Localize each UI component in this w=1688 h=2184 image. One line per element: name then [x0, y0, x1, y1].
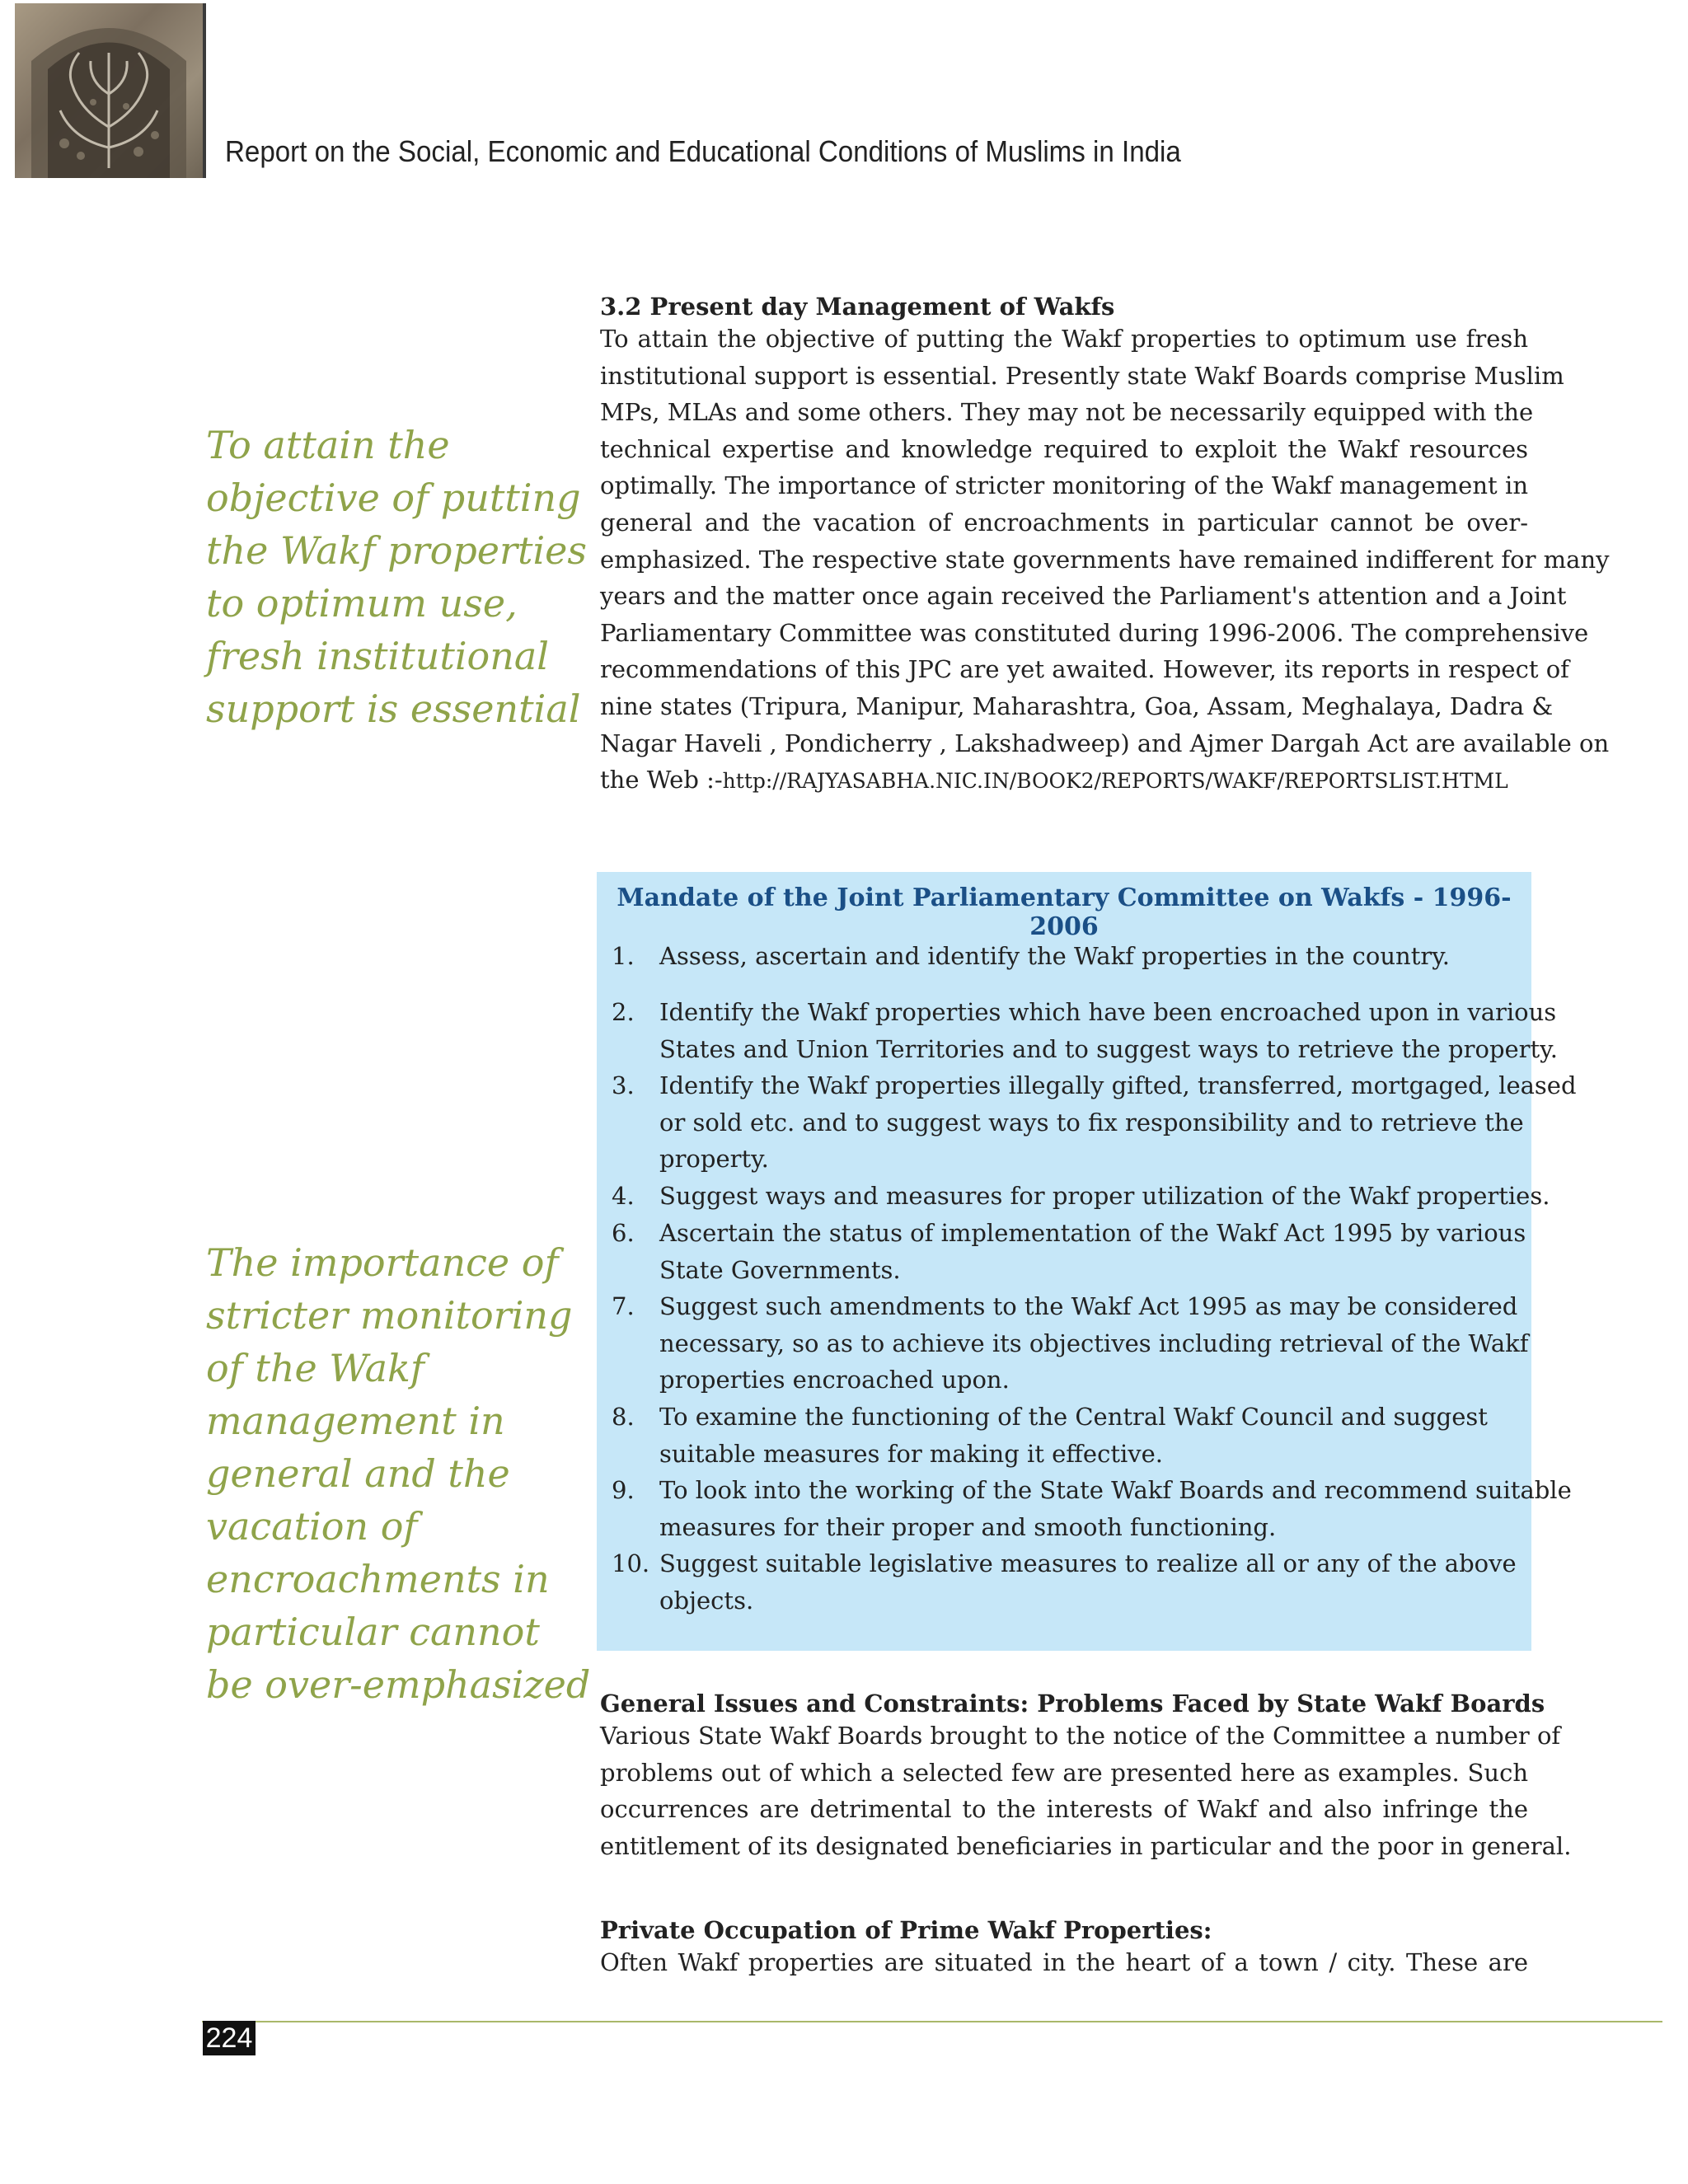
- item-line: Suggest ways and measures for proper utilization of the Wakf properties.: [659, 1182, 1550, 1210]
- item-line: Suggest such amendments to the Wakf Act 1995 as may be considered: [659, 1292, 1518, 1320]
- item-line: States and Union Territories and to suggest ways to retrieve the property.: [659, 1034, 1558, 1063]
- section-heading: General Issues and Constraints: Problems Faced by State Wakf Boards: [600, 1690, 1545, 1718]
- paragraph-line: emphasized. The respective state governments have remained indifferent for many: [600, 545, 1610, 574]
- report-title: Report on the Social, Economic and Educational Conditions of Muslims in India: [225, 134, 1181, 168]
- pullquote-line: management in: [206, 1399, 505, 1443]
- box-title: Mandate of the Joint Parliamentary Committee on Wakfs - 1996-2006: [617, 883, 1512, 941]
- pullquote-line: stricter monitoring: [206, 1293, 573, 1338]
- item-line: property.: [659, 1145, 769, 1174]
- item-line: To examine the functioning of the Central Wakf Council and suggest: [659, 1403, 1488, 1431]
- item-number: 1.: [612, 942, 635, 970]
- paragraph-line: [600, 762, 1528, 800]
- pullquote-stricter-monitoring: [206, 1236, 590, 1711]
- pullquote-line: be over-emphasized: [206, 1662, 591, 1707]
- pullquote-line: to optimum use,: [206, 581, 518, 626]
- item-number: 4.: [612, 1182, 635, 1210]
- item-line: To look into the working of the State Wakf Boards and recommend suitable: [659, 1476, 1572, 1504]
- section-present-day-management: [600, 293, 1610, 800]
- item-number: 3.: [612, 1071, 635, 1099]
- pullquote-line: objective of putting: [206, 476, 581, 520]
- page-number: 224: [203, 2021, 256, 2055]
- paragraph-line: general and the vacation of encroachments in particular cannot be over-: [600, 508, 1528, 537]
- item-line: Suggest suitable legislative measures to realize all or any of the above: [659, 1549, 1517, 1577]
- pullquote-line: To attain the: [206, 423, 450, 467]
- pullquote-line: particular cannot: [206, 1610, 540, 1654]
- section-private-occupation: [600, 1916, 1528, 1981]
- reports-url-link[interactable]: http://RAJYASABHA.NIC.IN/BOOK2/REPORTS/WAKF/REPORTSLIST.HTML: [722, 769, 1508, 794]
- item-number: 6.: [612, 1219, 635, 1247]
- item-number: 2.: [612, 998, 635, 1026]
- paragraph-line: problems out of which a selected few are presented here as examples. Such: [600, 1758, 1528, 1787]
- item-line: properties encroached upon.: [659, 1366, 1010, 1394]
- pullquote-line: support is essential: [206, 687, 581, 731]
- paragraph-line: MPs, MLAs and some others. They may not be necessarily equipped with the: [600, 398, 1534, 427]
- pullquote-line: the Wakf properties: [206, 528, 587, 573]
- paragraph-line: occurrences are detrimental to the interests of Wakf and also infringe the: [600, 1795, 1528, 1824]
- section-paragraph: [600, 1944, 1528, 1981]
- paragraph-line: technical expertise and knowledge required to exploit the Wakf resources: [600, 434, 1528, 463]
- item-line: State Governments.: [659, 1255, 901, 1284]
- section-general-issues: [600, 1690, 1572, 1864]
- pullquote-line: general and the: [206, 1451, 510, 1496]
- paragraph-line: Parliamentary Committee was constituted during 1996-2006. The comprehensive: [600, 618, 1589, 647]
- paragraph-line: Nagar Haveli , Pondicherry , Lakshadweep) and Ajmer Dargah Act are available on: [600, 729, 1610, 757]
- pullquote-line: encroachments in: [206, 1557, 550, 1601]
- item-number: 8.: [612, 1403, 635, 1431]
- section-paragraph: [600, 321, 1610, 800]
- paragraph-line: optimally. The importance of stricter monitoring of the Wakf management in: [600, 471, 1528, 500]
- item-line: Assess, ascertain and identify the Wakf properties in the country.: [659, 942, 1450, 970]
- footer-rule: [202, 2021, 1662, 2022]
- pullquote-line: vacation of: [206, 1504, 418, 1549]
- jpc-mandate-box: [597, 872, 1577, 1651]
- item-line: measures for their proper and smooth functioning.: [659, 1512, 1277, 1541]
- pullquote-line: of the Wakf: [206, 1346, 424, 1390]
- pullquote-line: fresh institutional: [206, 634, 549, 678]
- item-number: 9.: [612, 1476, 635, 1504]
- item-line: or sold etc. and to suggest ways to fix responsibility and to retrieve the: [659, 1108, 1524, 1137]
- paragraph-line: To attain the objective of putting the Wakf properties to optimum use fresh: [600, 325, 1528, 353]
- item-number: 10.: [612, 1549, 650, 1577]
- paragraph-line: Various State Wakf Boards brought to the notice of the Committee a number of: [600, 1722, 1561, 1750]
- pullquote-line: The importance of: [206, 1240, 559, 1285]
- paragraph-line: institutional support is essential. Presently state Wakf Boards comprise Muslim: [600, 361, 1564, 390]
- web-label: the Web :-: [600, 766, 723, 794]
- item-line: suitable measures for making it effective.: [659, 1439, 1164, 1468]
- carved-stone-lattice-window-image: [15, 3, 206, 178]
- item-line: objects.: [659, 1586, 754, 1615]
- section-heading: Private Occupation of Prime Wakf Properties:: [600, 1916, 1212, 1944]
- item-line: Ascertain the status of implementation of the Wakf Act 1995 by various: [659, 1219, 1526, 1247]
- item-line: necessary, so as to achieve its objectives including retrieval of the Wakf: [659, 1329, 1529, 1357]
- paragraph-line: Often Wakf properties are situated in the heart of a town / city. These are: [600, 1948, 1528, 1976]
- paragraph-line: entitlement of its designated beneficiaries in particular and the poor in general.: [600, 1831, 1572, 1860]
- paragraph-line: recommendations of this JPC are yet awaited. However, its reports in respect of: [600, 655, 1569, 684]
- paragraph-line: nine states (Tripura, Manipur, Maharashtra, Goa, Assam, Meghalaya, Dadra &: [600, 691, 1554, 720]
- item-number: 7.: [612, 1292, 635, 1320]
- paragraph-line: years and the matter once again received the Parliament's attention and a Joint: [600, 582, 1567, 611]
- pullquote-optimum-use: [206, 419, 587, 735]
- section-paragraph: [600, 1718, 1572, 1864]
- item-line: Identify the Wakf properties illegally gifted, transferred, mortgaged, leased: [659, 1071, 1577, 1099]
- item-line: Identify the Wakf properties which have been encroached upon in various: [659, 998, 1557, 1026]
- section-heading: 3.2 Present day Management of Wakfs: [600, 293, 1115, 321]
